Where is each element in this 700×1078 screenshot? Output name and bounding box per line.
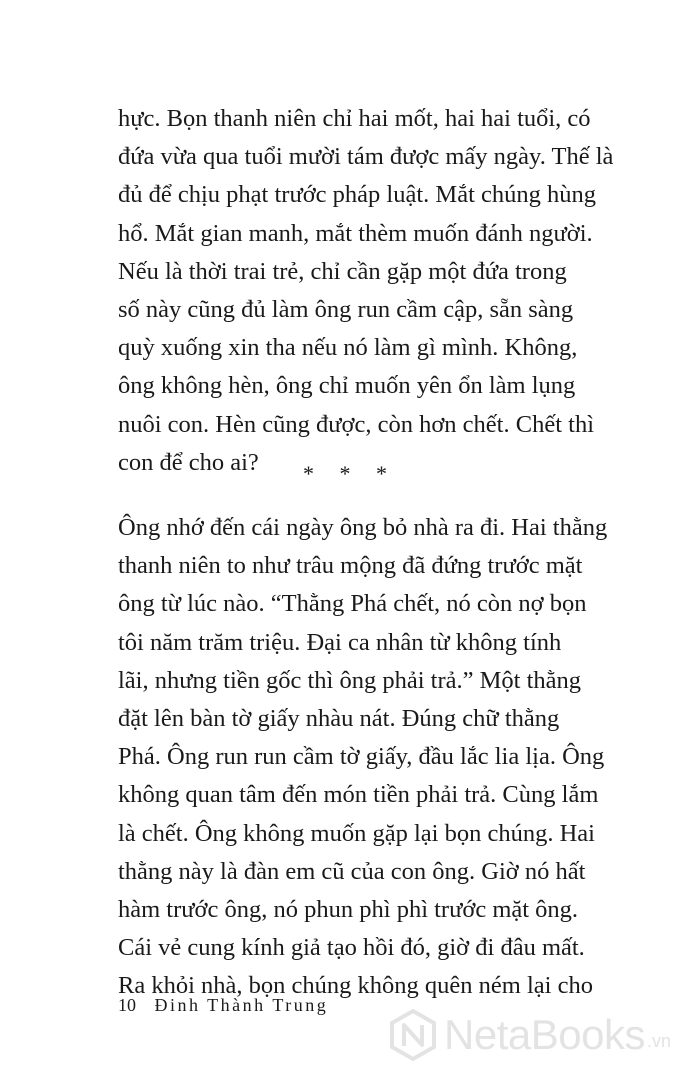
- page-footer: [118, 994, 328, 1016]
- paragraph-1: [118, 100, 614, 482]
- paragraph-2: [118, 509, 608, 1006]
- text-line: con để cho ai?: [118, 448, 259, 476]
- author-name: Đinh Thành Trung: [154, 995, 329, 1015]
- text-line: hàm trước ông, nó phun phì phì trước mặt ông.: [118, 896, 579, 924]
- netabooks-logo-icon: [388, 1008, 438, 1062]
- watermark-suffix: .vn: [646, 1031, 671, 1051]
- text-line: đủ để chịu phạt trước pháp luật. Mắt chúng hùng: [118, 181, 597, 209]
- text-line: Ông nhớ đến cái ngày ông bỏ nhà ra đi. Hai thằng: [118, 514, 608, 541]
- text-line: thằng này là đàn em cũ của con ông. Giờ nó hất: [118, 857, 586, 885]
- section-separator: * * *: [303, 461, 397, 486]
- text-line: hổ. Mắt gian manh, mắt thèm muốn đánh người.: [118, 219, 593, 247]
- watermark: [388, 1008, 671, 1062]
- text-line: Ra khỏi nhà, bọn chúng không quên ném lại cho: [118, 972, 593, 1000]
- text-line: không quan tâm đến món tiền phải trả. Cùng lắm: [118, 781, 599, 809]
- text-line: quỳ xuống xin tha nếu nó làm gì mình. Không,: [118, 334, 578, 362]
- text-line: ông không hèn, ông chỉ muốn yên ổn làm lụng: [118, 372, 576, 400]
- text-line: đứa vừa qua tuổi mười tám được mấy ngày. Thế là: [118, 143, 614, 171]
- text-line: nuôi con. Hèn cũng được, còn hơn chết. Chết thì: [118, 410, 595, 438]
- page-number: 10: [118, 995, 136, 1015]
- text-line: số này cũng đủ làm ông run cầm cập, sẵn sàng: [118, 296, 574, 324]
- text-line: Phá. Ông run run cầm tờ giấy, đầu lắc lia lịa. Ông: [118, 743, 605, 771]
- text-line: lãi, nhưng tiền gốc thì ông phải trả.” Một thằng: [118, 666, 582, 694]
- watermark-text: NetaBooks: [444, 1011, 645, 1058]
- text-line: ông từ lúc nào. “Thằng Phá chết, nó còn nợ bọn: [118, 590, 587, 618]
- text-line: là chết. Ông không muốn gặp lại bọn chúng. Hai: [118, 819, 595, 847]
- text-line: tôi năm trăm triệu. Đại ca nhân từ không tính: [118, 628, 562, 656]
- text-line: Nếu là thời trai trẻ, chỉ cần gặp một đứa trong: [118, 257, 567, 285]
- text-line: thanh niên to như trâu mộng đã đứng trước mặt: [118, 552, 583, 580]
- text-line: Cái vẻ cung kính giả tạo hồi đó, giờ đi đâu mất.: [118, 934, 585, 962]
- text-line: đặt lên bàn tờ giấy nhàu nát. Đúng chữ thằng: [118, 705, 560, 733]
- text-line: hực. Bọn thanh niên chỉ hai mốt, hai hai tuổi, có: [118, 105, 591, 132]
